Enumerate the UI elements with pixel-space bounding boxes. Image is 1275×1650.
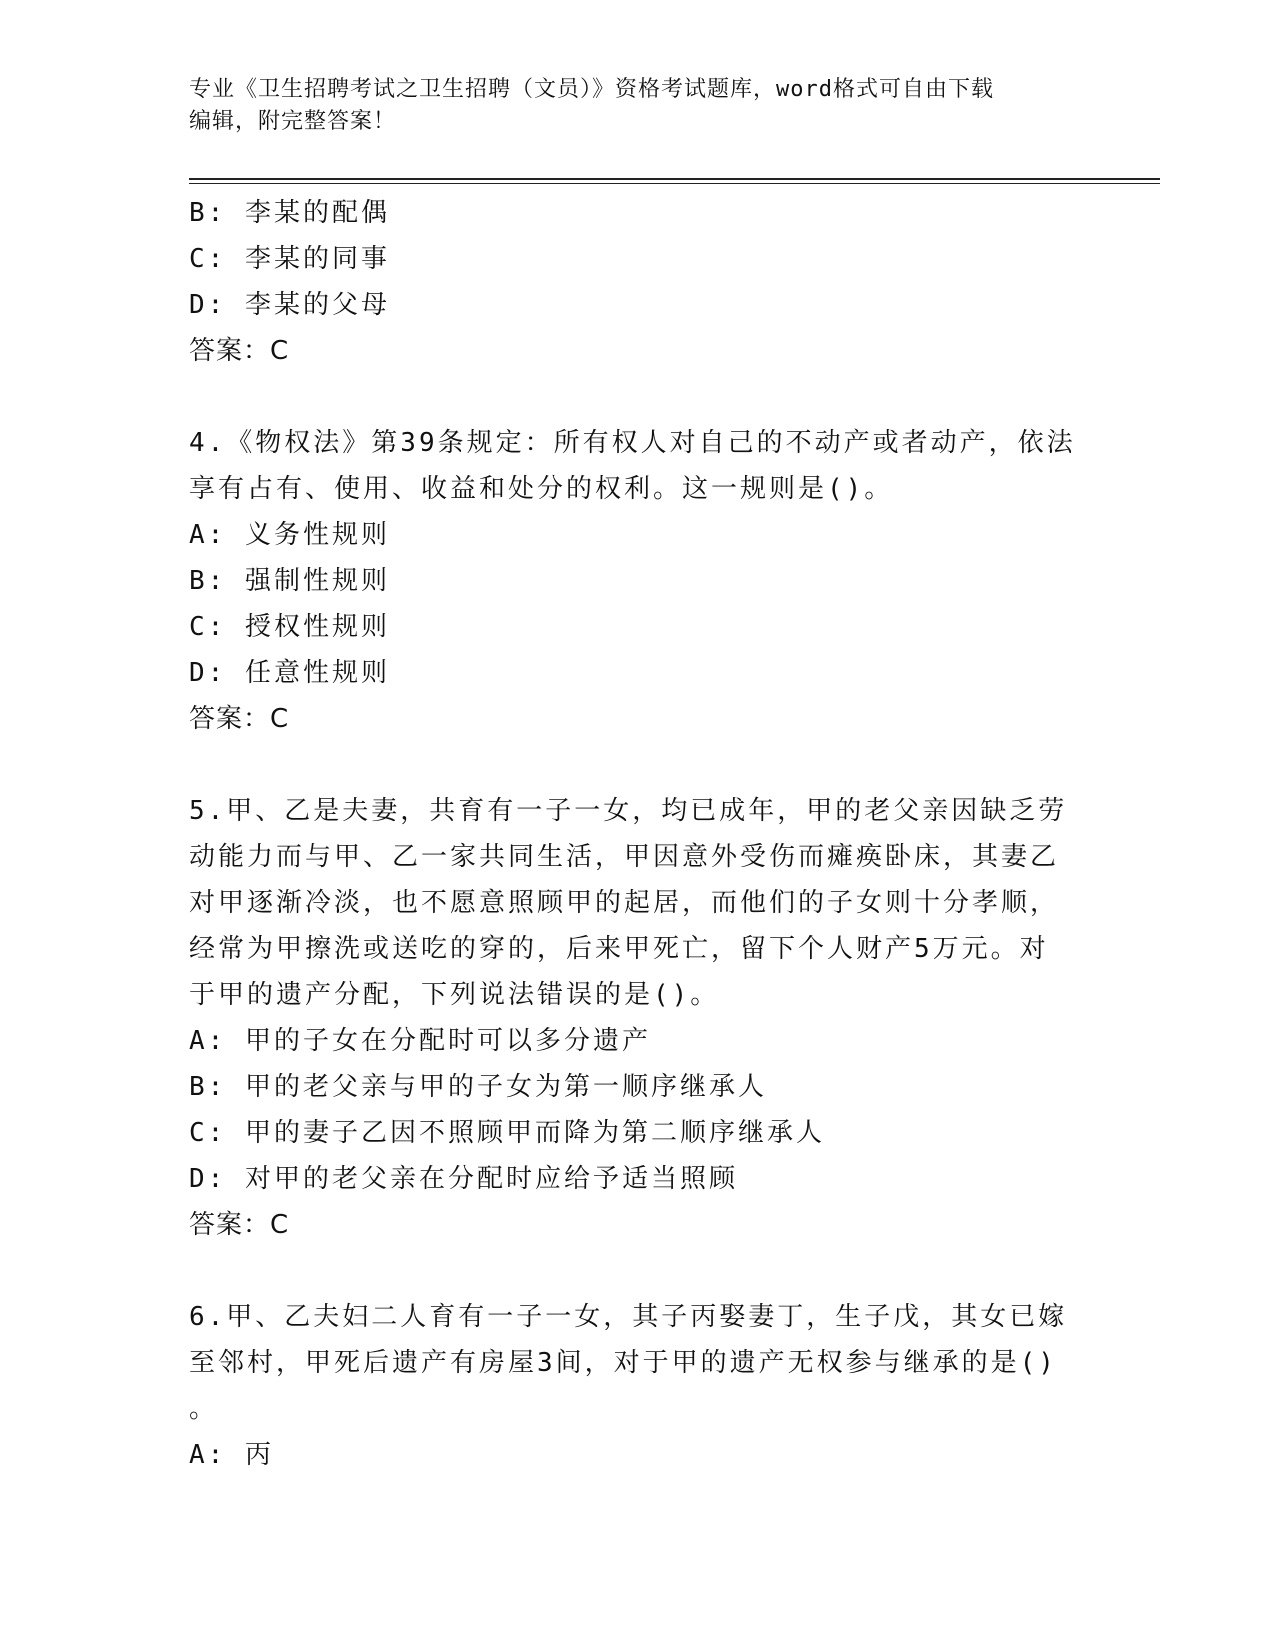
question-6: [189, 1294, 1089, 1478]
question-5-stem-line-4: 经常为甲擦洗或送吃的穿的，后来甲死亡，留下个人财产5万元。对: [189, 934, 1049, 964]
question-3-answer: 答案：C: [189, 336, 290, 366]
question-5-option-a: A: 甲的子女在分配时可以多分遗产: [189, 1026, 651, 1056]
question-3-option-c: C: 李某的同事: [189, 244, 390, 274]
question-4-stem-line-1: 4.《物权法》第39条规定：所有权人对自己的不动产或者动产，依法: [189, 428, 1076, 458]
question-4-option-a: A: 义务性规则: [189, 520, 390, 550]
question-4: [189, 420, 1089, 742]
question-6-stem-line-1: 6.甲、乙夫妇二人育有一子一女，其子丙娶妻丁，生子戊，其女已嫁: [189, 1302, 1068, 1332]
question-5-stem-line-2: 动能力而与甲、乙一家共同生活，甲因意外受伤而瘫痪卧床，其妻乙: [189, 842, 1060, 872]
question-5-option-d: D: 对甲的老父亲在分配时应给予适当照顾: [189, 1164, 738, 1194]
header-line-1: 专业《卫生招聘考试之卫生招聘（文员）》资格考试题库，word格式可自由下载: [189, 77, 994, 102]
spacer: [189, 742, 1089, 788]
header-line-2: 编辑，附完整答案！: [189, 109, 397, 134]
question-5-option-c: C: 甲的妻子乙因不照顾甲而降为第二顺序继承人: [189, 1118, 825, 1148]
question-5: [189, 788, 1089, 1248]
question-3-option-b: B: 李某的配偶: [189, 198, 390, 228]
question-6-option-a: A: 丙: [189, 1440, 274, 1470]
question-5-stem-line-3: 对甲逐渐冷淡，也不愿意照顾甲的起居，而他们的子女则十分孝顺，: [189, 888, 1060, 918]
question-6-stem-line-2: 至邻村，甲死后遗产有房屋3间，对于甲的遗产无权参与继承的是(): [189, 1348, 1057, 1378]
question-4-option-b: B: 强制性规则: [189, 566, 390, 596]
question-4-stem-line-2: 享有占有、使用、收益和处分的权利。这一规则是()。: [189, 474, 894, 504]
question-5-option-b: B: 甲的老父亲与甲的子女为第一顺序继承人: [189, 1072, 767, 1102]
question-list: [189, 190, 1089, 1478]
question-3-tail: [189, 190, 1089, 374]
question-5-stem-line-5: 于甲的遗产分配，下列说法错误的是()。: [189, 980, 720, 1010]
question-6-stem-line-3: 。: [189, 1394, 219, 1424]
document-header: [189, 74, 1089, 138]
question-4-option-d: D: 任意性规则: [189, 658, 390, 688]
question-4-option-c: C: 授权性规则: [189, 612, 390, 642]
header-divider-thin: [189, 183, 1160, 184]
question-3-option-d: D: 李某的父母: [189, 290, 390, 320]
question-5-answer: 答案：C: [189, 1210, 290, 1240]
header-divider-thick: [189, 178, 1160, 180]
question-5-stem-line-1: 5.甲、乙是夫妻，共育有一子一女，均已成年，甲的老父亲因缺乏劳: [189, 796, 1068, 826]
spacer: [189, 1248, 1089, 1294]
spacer: [189, 374, 1089, 420]
question-4-answer: 答案：C: [189, 704, 290, 734]
